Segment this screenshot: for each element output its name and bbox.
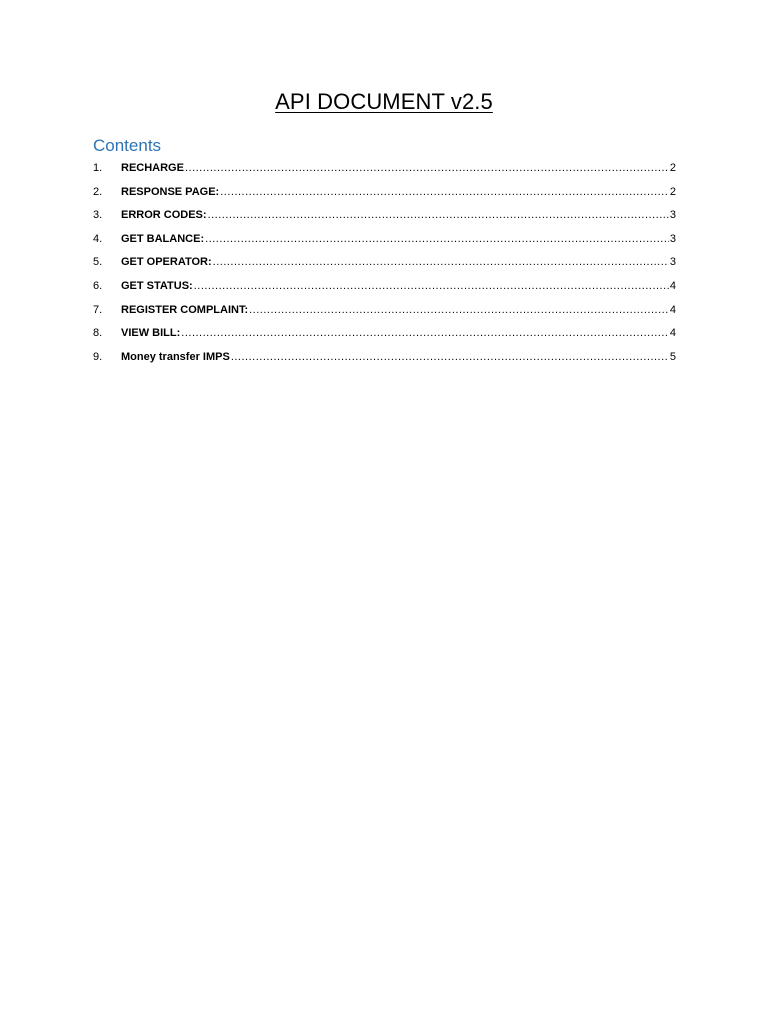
toc-entry-page: 3 xyxy=(669,232,676,245)
toc-dot-leader xyxy=(185,158,669,178)
toc-entry-error-codes[interactable] xyxy=(93,205,676,229)
toc-entry-get-balance[interactable] xyxy=(93,229,676,253)
toc-entry-register-complaint[interactable] xyxy=(93,300,676,324)
toc-entry-page: 3 xyxy=(669,209,676,222)
toc-entry-number: 7. xyxy=(93,303,103,316)
toc-entry-page: 4 xyxy=(669,303,676,316)
document-title-text: API DOCUMENT v2.5 xyxy=(275,89,493,114)
toc-entry-number: 8. xyxy=(93,327,103,340)
toc-entry-label: RECHARGE xyxy=(121,162,184,174)
toc-dot-leader xyxy=(231,347,669,367)
toc-entry-label: Money transfer IMPS xyxy=(121,350,230,363)
contents-heading: Contents xyxy=(93,136,162,155)
toc-dot-leader xyxy=(205,229,669,249)
toc-entry-get-status[interactable] xyxy=(93,276,676,300)
toc-entry-number: 6. xyxy=(93,279,103,292)
toc-dot-leader xyxy=(208,205,669,225)
toc-entry-label: GET OPERATOR: xyxy=(121,256,212,269)
toc-entry-number: 3. xyxy=(93,209,103,222)
toc-entry-page: 3 xyxy=(669,256,676,269)
toc-entry-page: 2 xyxy=(669,162,676,174)
toc-dot-leader xyxy=(213,252,669,272)
toc-dot-leader xyxy=(249,300,669,320)
toc-entry-page: 4 xyxy=(669,279,676,292)
toc-entry-page: 2 xyxy=(669,185,676,198)
toc-entry-label: VIEW BILL: xyxy=(121,327,181,340)
toc-entry-number: 5. xyxy=(93,256,103,269)
toc-entry-money-transfer-imps[interactable] xyxy=(93,347,676,371)
table-of-contents xyxy=(93,158,676,370)
toc-entry-get-operator[interactable] xyxy=(93,252,676,276)
toc-entry-number: 9. xyxy=(93,350,103,363)
toc-entry-number: 4. xyxy=(93,232,103,245)
toc-entry-number: 2. xyxy=(93,185,103,198)
toc-entry-label: GET BALANCE: xyxy=(121,232,205,245)
toc-dot-leader xyxy=(194,276,669,296)
toc-entry-page: 5 xyxy=(669,350,676,363)
document-title xyxy=(0,88,768,116)
toc-entry-recharge[interactable] xyxy=(93,158,676,182)
toc-entry-number: 1. xyxy=(93,162,103,174)
toc-dot-leader xyxy=(220,182,669,202)
toc-entry-label: GET STATUS: xyxy=(121,279,193,292)
toc-entry-label: ERROR CODES: xyxy=(121,209,207,222)
toc-entry-page: 4 xyxy=(669,327,676,340)
toc-entry-view-bill[interactable] xyxy=(93,323,676,347)
toc-entry-response-page[interactable] xyxy=(93,182,676,206)
toc-entry-label: REGISTER COMPLAINT: xyxy=(121,303,249,316)
toc-entry-label: RESPONSE PAGE: xyxy=(121,185,220,198)
toc-dot-leader xyxy=(181,323,669,343)
